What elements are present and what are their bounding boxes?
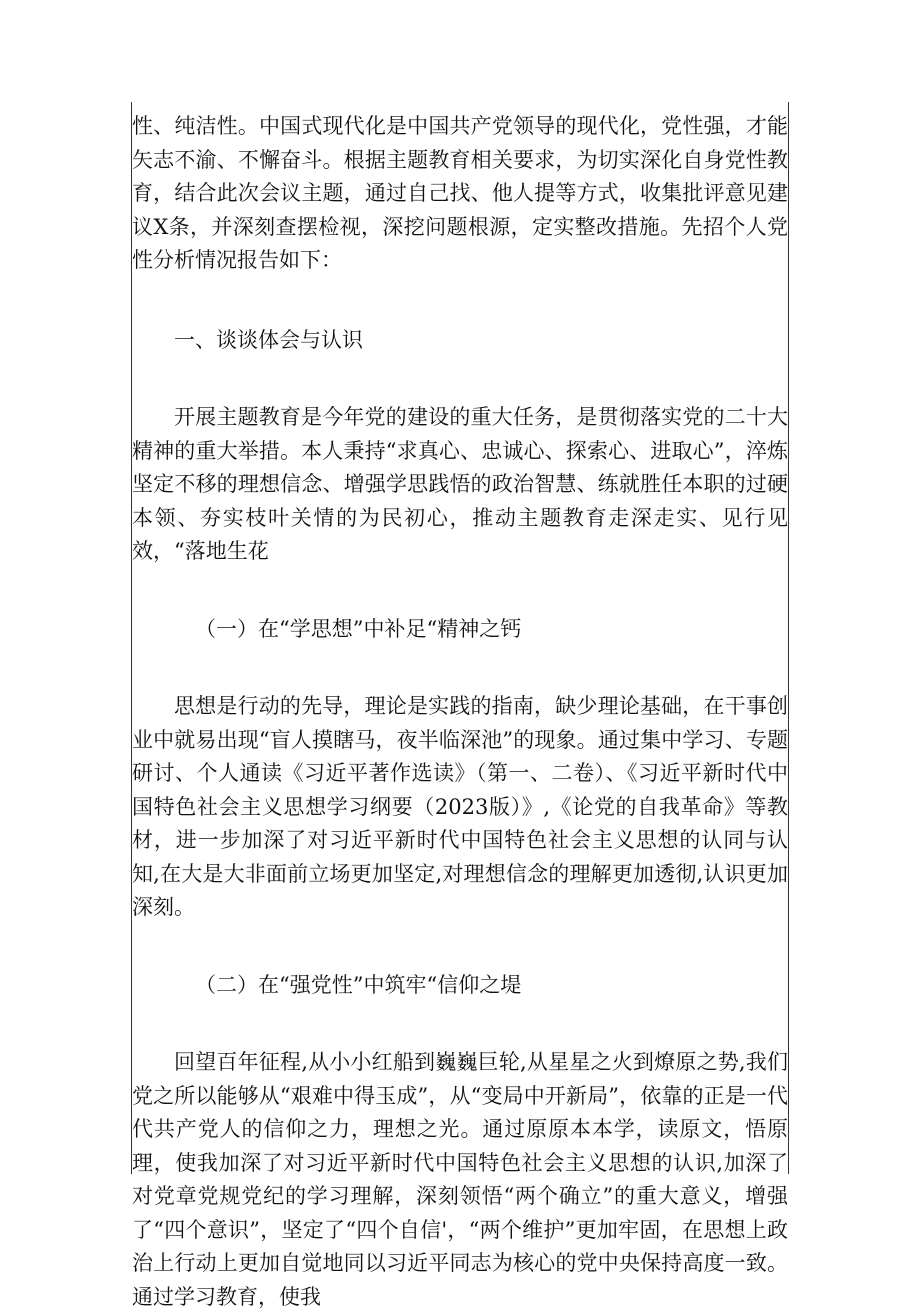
body-paragraph-3: 思想是行动的先导，理论是实践的指南，缺少理论基础，在干事创业中就易出现“盲人摸瞎马，夜半临深池”的现象。通过集中学习、专题研讨、个人通读《习近平著作选读》（第一、二卷）、《习近平新时代中国特色社会主义思想学习纲要（2023版）》,《论党的自我革命》等教材，进一步加深了对习近平新时代中国特色社会主义思想的认同与认知,在大是大非面前立场更加坚定,对理想信念的理解更加透彻,认识更加深刻。 (132, 694, 788, 919)
body-paragraph-1: 性、纯洁性。中国式现代化是中国共产党领导的现代化，党性强，才能矢志不渝、不懈奋斗。根据主题教育相关要求，为切实深化自身党性教育，结合此次会议主题，通过自己找、他人提等方式，收集批评意见建议X条，并深刻查摆检视，深挖问题根源，定实整改措施。先招个人党性分析情况报告如下： (132, 114, 788, 272)
document-body (132, 110, 788, 1314)
body-paragraph-4: 回望百年征程,从小小红船到巍巍巨轮,从星星之火到燎原之势,我们党之所以能够从“艰难中得玉成”，从“变局中开新局”，依靠的正是一代代共产党人的信仰之力，理想之光。通过原原本本学，读原文，悟原理，使我加深了对习近平新时代中国特色社会主义思想的认识,加深了对党章党规党纪的学习理解，深刻领悟“两个确立”的重大意义，增强了“四个意识”，坚定了“四个自信'，“两个维护”更加牢固，在思想上政治上行动上更加自觉地同以习近平同志为核心的党中央保持高度一致。通过学习教育，使我 (132, 1050, 788, 1309)
page-frame (131, 102, 789, 1309)
section-heading-1: 一、谈谈体会与认识 (174, 327, 363, 352)
subsection-heading-2: （二）在“强党性”中筑牢“信仰之堤 (195, 972, 522, 997)
subsection-heading-1: （一）在“学思想”中补足“精神之钙 (195, 616, 522, 641)
body-paragraph-2: 开展主题教育是今年党的建设的重大任务，是贯彻落实党的二十大精神的重大举措。本人秉持“求真心、忠诚心、探索心、进取心”，淬炼坚定不移的理想信念、增强学思践悟的政治智慧、练就胜任本职的过硬本领、夯实枝叶关情的为民初心，推动主题教育走深走实、见行见效，“落地生花 (132, 405, 788, 563)
